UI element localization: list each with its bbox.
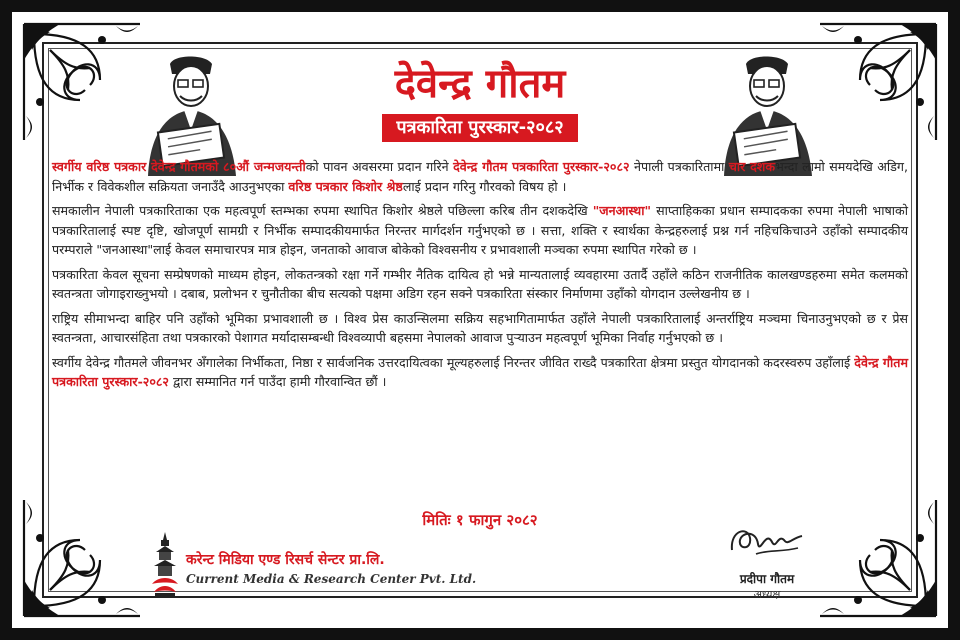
highlighted-text: "जनआस्था" (592, 203, 652, 218)
highlighted-text: देवेन्द्र गौतम पत्रकारिता पुरस्कार-२०८२ (52, 354, 908, 389)
citation-paragraph (52, 353, 908, 392)
citation-text: साप्ताहिकका प्रधान सम्पादकका रुपमा नेपाली भाषाको पत्रकारितालाई स्पष्ट दृष्टि, खोजपूर्ण सामग्री र निर्भीक सम्पादकीयमार्फत निरन्तर मार्गदर्शन गर्नुभएको छ । सत्ता, शक्ति र स्वार्थका केन्द्रहरुलाई प्रश्न गर्न नहिचकिचाउने उहाँको सम्पादकीय परम्पराले "जनआस्था"लाई केवल समाचारपत्र मात्र होइन, जनताको आवाज बोकेको विश्वसनीय र प्रभावशाली मञ्चका रुपमा स्थापित गरेको छ । (52, 203, 908, 257)
citation-text: भन्दा लामो समयदेखि अडिग, निर्भीक र विवेकशील सक्रियता जनाउँदै आउनुभएका (52, 159, 909, 194)
signature-mark (726, 520, 808, 564)
highlighted-text: वरिष्ठ पत्रकार किशोर श्रेष्ठ (288, 178, 403, 194)
award-date: मितिः १ फागुन २०८२ (422, 511, 538, 529)
citation-text: पत्रकारिता केवल सूचना सम्प्रेषणको माध्यम होइन, लोकतन्त्रको रक्षा गर्ने गम्भीर नैतिक दायित्व हो भन्ने मान्यतालाई व्यवहारमा उतार्दै उहाँले कठिन राजनीतिक कालखण्डहरुमा समेत कलमको स्वतन्त्रता जोगाइराख्नुभयो । दबाब, प्रलोभन र चुनौतीका बीच सत्यको पक्षमा अडिग रहन सक्ने पत्रकारिता संस्कार निर्माणमा उहाँको योगदान उल्लेखनीय छ । (52, 266, 908, 301)
signer-name: प्रदीपा गौतम (739, 572, 795, 586)
organization-block (152, 532, 477, 602)
organization-name-nepali: करेन्ट मिडिया एण्ड रिसर्च सेन्टर प्रा.लि. (186, 552, 385, 568)
highlighted-text: देवेन्द्र गौतम पत्रकारिता पुरस्कार-२०८२ (453, 159, 630, 174)
highlighted-text: चार दशक (728, 159, 776, 174)
signature-block (712, 520, 822, 604)
temple-logo-icon (152, 532, 178, 598)
citation-paragraph (52, 309, 908, 348)
citation-paragraph (52, 265, 908, 304)
citation-paragraph (52, 157, 908, 196)
highlighted-text: स्वर्गीय वरिष्ठ पत्रकार देवेन्द्र गौतमको ८०औं जन्मजयन्ती (52, 159, 306, 174)
citation-text: द्वारा सम्मानित गर्न पाउँदा हामी गौरवान्वित छौं । (169, 374, 387, 389)
signer-role: अध्यक्ष (753, 588, 781, 601)
subtitle-banner (12, 114, 948, 142)
certificate-sheet (12, 12, 948, 628)
organization-name-english: Current Media & Research Center Pvt. Ltd. (186, 572, 477, 586)
citation-paragraph (52, 201, 908, 260)
citation-text: स्वर्गीय देवेन्द्र गौतमले जीवनभर अँगालेका निर्भीकता, निष्ठा र सार्वजनिक उत्तरदायित्वका मूल्यहरुलाई निरन्तर जीवित राख्दै पत्रकारिता क्षेत्रमा प्रस्तुत योगदानको कदरस्वरुप उहाँलाई (52, 354, 855, 370)
citation-text: को पावन अवसरमा प्रदान गरिने (305, 159, 454, 174)
citation-text: राष्ट्रिय सीमाभन्दा बाहिर पनि उहाँको भूमिका प्रभावशाली छ । विश्व प्रेस काउन्सिलमा सक्रिय सहभागितामार्फत उहाँले नेपाली पत्रकारितालाई अन्तर्राष्ट्रिय मञ्चमा चिनाउनुभएको छ र प्रेस स्वतन्त्रता, आचारसंहिता तथा पत्रकारको पेशागत मर्यादासम्बन्धी विश्वव्यापी बहसमा नेपालको आवाज पुर्‍याउन महत्वपूर्ण भूमिका निर्वाह गर्नुभएको छ । (52, 310, 909, 345)
citation-body (52, 157, 908, 397)
citation-text: समकालीन नेपाली पत्रकारिताका एक महत्वपूर्ण स्तम्भका रुपमा स्थापित किशोर श्रेष्ठले पछिल्ला करिब तीन दशकदेखि (52, 203, 593, 218)
citation-text: लाई प्रदान गरिनु गौरवको विषय हो । (402, 178, 567, 194)
citation-text: नेपाली पत्रकारितामा (629, 159, 729, 174)
award-title: देवेन्द्र गौतम (394, 61, 566, 107)
award-subtitle: पत्रकारिता पुरस्कार-२०८२ (382, 114, 577, 142)
